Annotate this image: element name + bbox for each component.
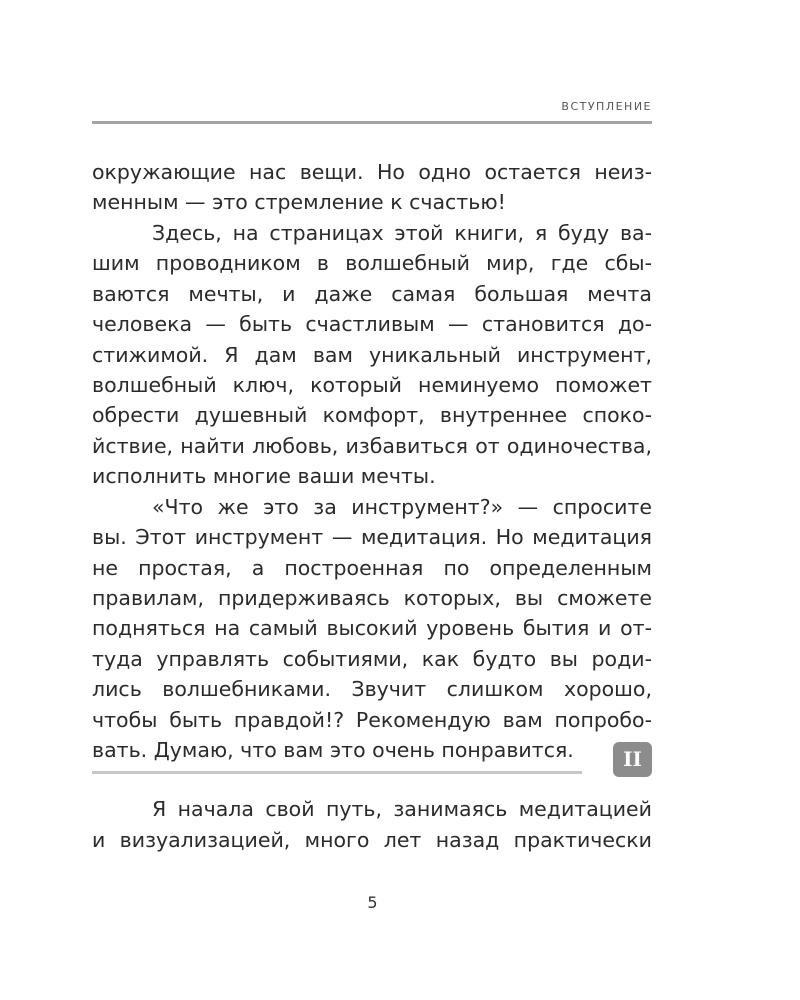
text-line: лись волшебниками. Звучит слишком хорошо, — [92, 677, 652, 701]
text-line: «Что же это за инструмент?» — спросите — [152, 495, 652, 519]
text-line: менным — это стремление к счастью! — [92, 190, 506, 214]
text-line: шим проводником в волшебный мир, где сбы- — [92, 251, 652, 275]
section-divider — [92, 771, 582, 774]
text-line: окружающие нас вещи. Но одно остается неиз- — [92, 160, 652, 184]
text-line: подняться на самый высокий уровень бытия и от- — [92, 616, 652, 640]
text-line: и визуализацией, много лет назад практически — [92, 828, 652, 852]
text-line: вать. Думаю, что вам это очень понравится. — [92, 738, 574, 762]
text-line: Я начала свой путь, занимаясь медитацией — [152, 797, 652, 821]
page-number: 5 — [367, 893, 378, 912]
text-line: ваются мечты, и даже самая большая мечта — [92, 282, 652, 306]
text-line: чтобы быть правдой!? Рекомендую вам попробо- — [92, 708, 652, 732]
section-title: ВСТУПЛЕНИЕ — [561, 100, 652, 113]
text-line: туда управлять событиями, как будто вы роди- — [92, 647, 652, 671]
text-line: исполнить многие ваши мечты. — [92, 464, 436, 488]
text-line: Здесь, на страницах этой книги, я буду ва- — [152, 221, 652, 245]
text-line: стижимой. Я дам вам уникальный инструмент, — [92, 343, 652, 367]
text-line: не простая, а построенная по определенным — [92, 556, 652, 580]
text-line: обрести душевный комфорт, внутреннее споко- — [92, 403, 652, 427]
part-marker-badge: II — [613, 742, 652, 777]
text-line: вы. Этот инструмент — медитация. Но медитация — [92, 525, 652, 549]
header-rule — [92, 121, 652, 124]
text-line: йствие, найти любовь, избавиться от одиночества, — [92, 434, 652, 458]
text-line: волшебный ключ, который неминуемо поможет — [92, 373, 652, 397]
text-line: человека — быть счастливым — становится до- — [92, 312, 652, 336]
text-line: правилам, придерживаясь которых, вы сможете — [92, 586, 652, 610]
